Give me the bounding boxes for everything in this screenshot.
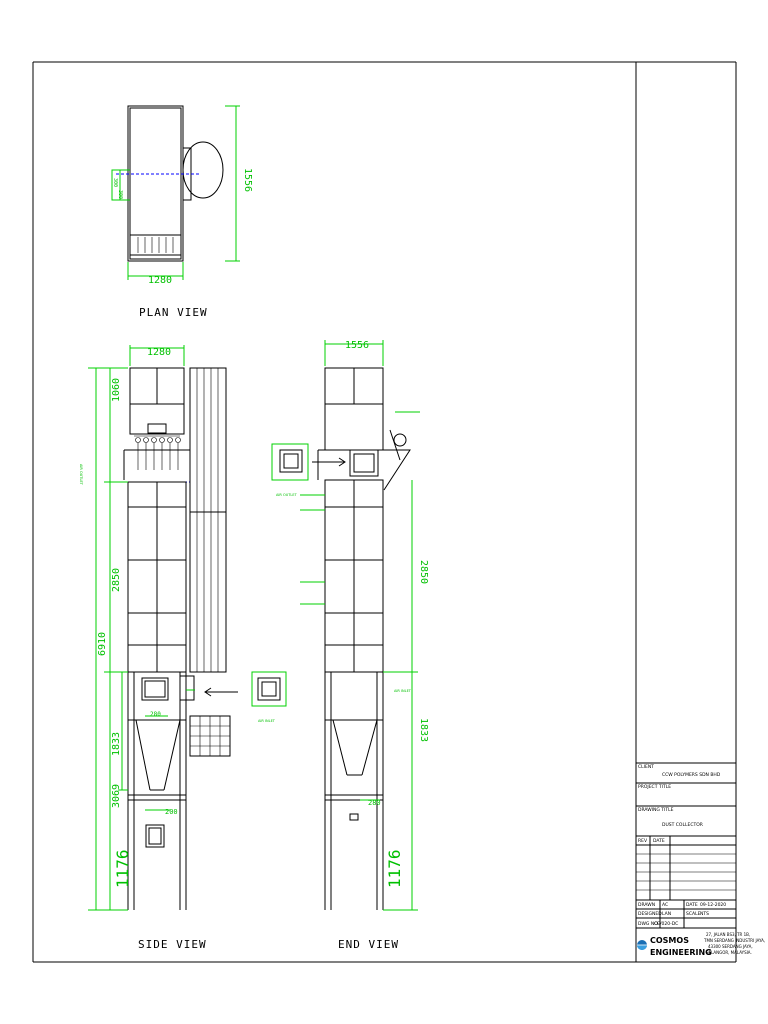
end-leg-dim: 1176	[385, 849, 404, 888]
company-name-line2: ENGINEERING	[650, 948, 712, 957]
scale-label: SCALE	[686, 912, 701, 917]
sheet-border	[33, 62, 736, 962]
side-outlet-dim: 280	[150, 711, 161, 718]
plan-depth-dim: 1556	[242, 168, 253, 193]
plan-view-title: PLAN VIEW	[139, 306, 208, 319]
company-name-line1: COSMOS	[650, 936, 689, 945]
rev-date-label: DATE	[653, 839, 665, 844]
end-discharge-dim: 280	[368, 799, 381, 807]
side-upper-dim: 1060	[111, 377, 122, 402]
end-body-dim: 2850	[418, 560, 429, 585]
side-leg-dim: 1176	[113, 849, 132, 888]
company-address-line4: SELANGOR, MALAYSIA.	[706, 950, 752, 955]
drawn-value: AC	[662, 903, 669, 908]
company-logo-icon	[637, 940, 647, 950]
project-title-label: PROJECT TITLE	[638, 785, 672, 790]
drawing-title-label: DRAWING TITLE	[638, 808, 674, 813]
plan-view	[112, 106, 240, 280]
end-view-title: END VIEW	[338, 938, 399, 951]
side-hopper-total-dim: 3069	[111, 783, 122, 808]
drawn-label: DRAWN	[638, 903, 656, 908]
scale-value: NTS	[700, 912, 709, 917]
company-address-line3: 43300 SERDANG JAYA,	[708, 944, 753, 949]
end-hopper-dim: 1833	[418, 718, 429, 743]
end-view	[272, 340, 420, 910]
rev-label: REV	[638, 839, 648, 844]
company-address-line1: 27, JALAN BS3, TR 1B,	[706, 932, 751, 937]
dwg-no-label: DWG NO.	[638, 922, 659, 927]
side-top-dim: 1280	[147, 347, 172, 358]
plan-width-dim: 1280	[148, 275, 173, 286]
designed-label: DESIGNED	[638, 912, 662, 917]
company-address-line2: TMN SERDANG INDUSTRI JAYA,	[704, 938, 766, 943]
dwg-no-value: CE/020-DC	[654, 922, 679, 927]
plan-small-dim-b: 300	[117, 190, 123, 200]
client-label: CLIENT	[638, 765, 654, 770]
side-air-outlet-label: AIR OUTLET	[79, 464, 83, 485]
date-value: 09-12-2020	[700, 903, 727, 908]
plan-small-dim-a: 300	[112, 178, 118, 188]
date-field-label: DATE	[686, 903, 698, 908]
side-body-dim: 2850	[111, 567, 122, 592]
end-air-inlet-label: AIR INLET	[394, 689, 411, 693]
client-name: CCW POLYMERS SDN BHD	[662, 773, 721, 778]
side-view-title: SIDE VIEW	[138, 938, 207, 951]
side-discharge-dim: 200	[165, 808, 178, 816]
side-total-dim: 6910	[97, 631, 108, 656]
designed-value: LAN	[662, 912, 672, 917]
drawing-title: DUST COLLECTOR	[662, 823, 703, 828]
side-hopper-dim: 1833	[111, 731, 122, 756]
end-top-dim: 1556	[345, 340, 370, 351]
side-air-inlet-label: AIR INLET	[258, 719, 275, 723]
end-air-outlet-label: AIR OUTLET	[276, 493, 297, 497]
side-view	[88, 345, 286, 910]
